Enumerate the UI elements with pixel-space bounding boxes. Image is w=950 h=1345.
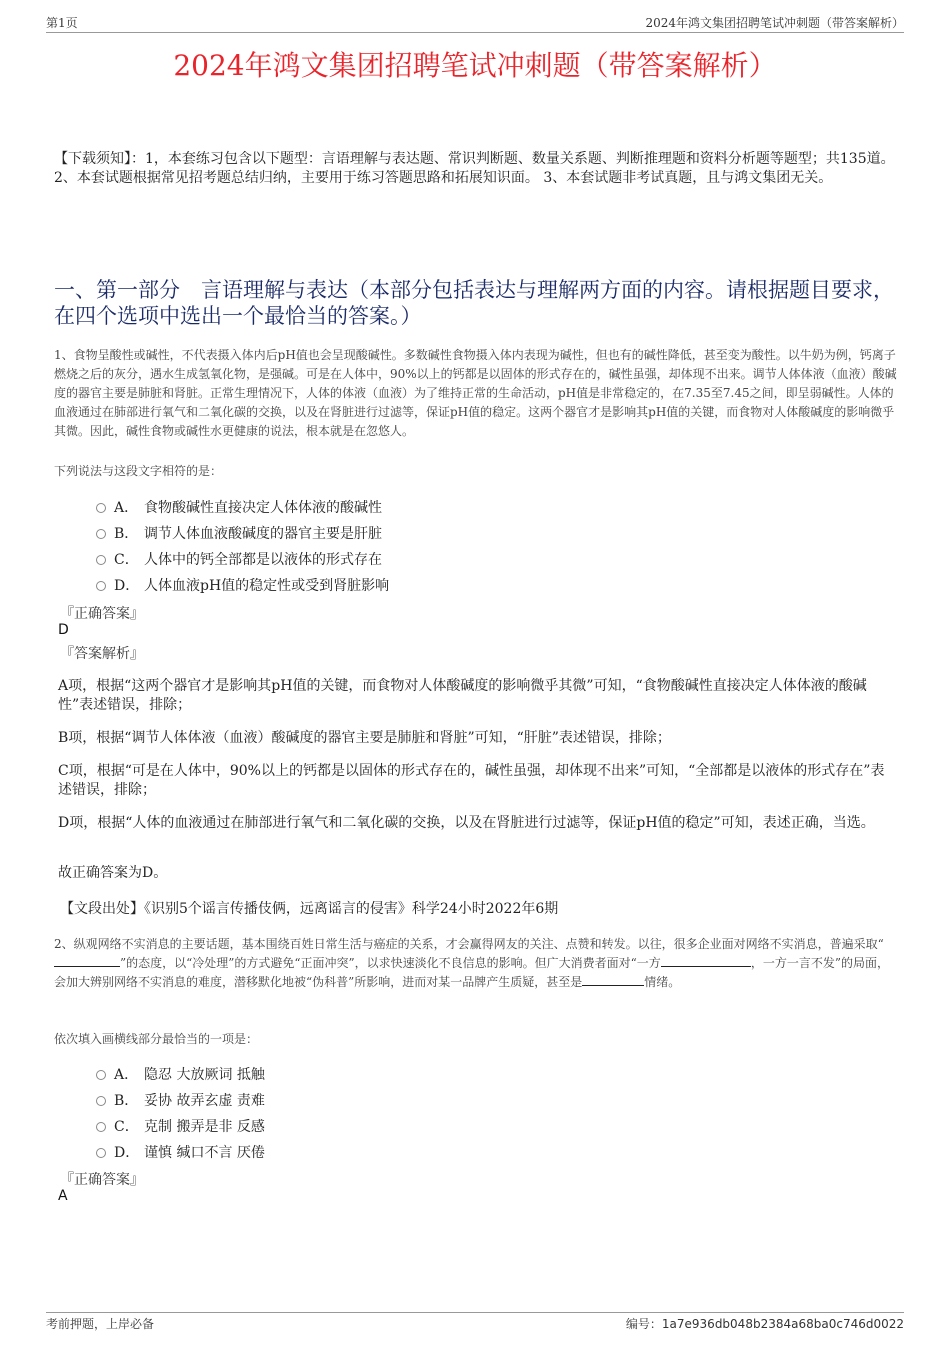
question-1-prompt: 下列说法与这段文字相符的是：: [54, 464, 223, 478]
question-1-option-d[interactable]: D． 人体血液pH值的稳定性或受到肾脏影响: [96, 575, 389, 595]
question-1-option-a[interactable]: A． 食物酸碱性直接决定人体体液的酸碱性: [96, 497, 382, 517]
question-2-option-a[interactable]: A． 隐忍 大放厥词 抵触: [96, 1064, 265, 1084]
question-1-stem: 1、食物呈酸性或碱性，不代表摄入体内后pH值也会呈现酸碱性。多数碱性食物摄入体内表现为碱性，但也有的碱性降低，甚至变为酸性。以牛奶为例，钙离子燃烧之后的灰分，遇水生成氢氧化物，是强碱。可是在人体中，90%以上的钙都是以固体的形式存在的，碱性虽强，却体现不出来。调节人体体液（血液）酸碱度的器官主要是肺脏和肾脏。正常生理情况下，人体的体液（血液）为了维持正常的生命活动，pH值是非常稳定的，在7.35至7.45之间，即呈弱碱性。人体的血液通过在肺部进行氧气和二氧化碳的交换，以及在肾脏进行过滤等，保证pH值的稳定。这两个器官才是影响其pH值的关键，而食物对人体酸碱度的影响微乎其微。因此，碱性食物或碱性水更健康的说法，根本就是在忽悠人。: [54, 348, 897, 438]
answer-blank: [54, 954, 120, 967]
page-title: 2024年鸿文集团招聘笔试冲刺题（带答案解析）: [173, 49, 777, 82]
download-notice: 【下载须知】：1，本套练习包含以下题型：言语理解与表达题、常识判断题、数量关系题、判断推理题和资料分析题等题型；共135道。 2、本套试题根据常见招考题总结归纳，主要用于练习答题思路和拓展知识面。 3、本套试题非考试真题，且与鸿文集团无关。: [54, 151, 895, 186]
footer-serial: 编号：1a7e936db048b2384a68ba0c746d0022: [625, 1317, 904, 1331]
section-heading: 一、第一部分 言语理解与表达（本部分包括表达与理解两方面的内容。请根据题目要求，在四个选项中选出一个最恰当的答案。）: [54, 278, 894, 328]
question-2-option-c[interactable]: C． 克制 搬弄是非 反感: [96, 1116, 265, 1136]
radio-icon[interactable]: [96, 555, 106, 565]
question-2-stem: 2、纵观网络不实消息的主要话题，基本围绕百姓日常生活与癌症的关系，才会赢得网友的关注、点赞和转发。以往，很多企业面对网络不实消息，普遍采取“”的态度，以“冷处理”的方式避免“正面冲突”，以求快速淡化不良信息的影响。但广大消费者面对“一方 ，一方一言不发”的局面，会加大辨别网络不实消息的难度，潜移默化地被“伪科普”所影响，进而对某一品牌产生质疑，甚至是 情绪。: [54, 937, 889, 989]
analysis-paragraph-d: D项，根据“人体的血液通过在肺部进行氧气和二氧化碳的交换，以及在肾脏进行过滤等，保证pH值的稳定”可知，表述正确，当选。: [58, 815, 875, 831]
page-footer: [46, 1312, 904, 1333]
question-1-option-b[interactable]: B． 调节人体血液酸碱度的器官主要是肝脏: [96, 523, 382, 543]
radio-icon[interactable]: [96, 1148, 106, 1158]
radio-icon[interactable]: [96, 1122, 106, 1132]
answer-blank: [661, 954, 751, 967]
answer-label: 『正确答案』: [60, 1172, 144, 1188]
radio-icon[interactable]: [96, 529, 106, 539]
page-header: [46, 14, 904, 33]
radio-icon[interactable]: [96, 581, 106, 591]
analysis-paragraph-a: A项，根据“这两个器官才是影响其pH值的关键，而食物对人体酸碱度的影响微乎其微”可知，“食物酸碱性直接决定人体体液的酸碱性”表述错误，排除；: [58, 678, 867, 713]
question-2-option-b[interactable]: B． 妥协 故弄玄虚 责难: [96, 1090, 265, 1110]
analysis-conclusion: 故正确答案为D。: [58, 865, 168, 881]
correct-answer: D: [58, 622, 69, 638]
correct-answer: A: [58, 1188, 68, 1204]
analysis-paragraph-c: C项，根据“可是在人体中，90%以上的钙都是以固体的形式存在的，碱性虽强，却体现不出来”可知，“全部都是以液体的形式存在”表述错误，排除；: [58, 763, 885, 798]
radio-icon[interactable]: [96, 1096, 106, 1106]
question-2-option-d[interactable]: D． 谨慎 缄口不言 厌倦: [96, 1142, 265, 1162]
question-1-option-c[interactable]: C． 人体中的钙全部都是以液体的形式存在: [96, 549, 382, 569]
radio-icon[interactable]: [96, 503, 106, 513]
page-number: 第1页: [46, 16, 78, 30]
footer-slogan: 考前押题，上岸必备: [46, 1317, 155, 1331]
header-doc-title: 2024年鸿文集团招聘笔试冲刺题（带答案解析）: [645, 16, 904, 30]
analysis-label: 『答案解析』: [60, 646, 144, 662]
radio-icon[interactable]: [96, 1070, 106, 1080]
answer-label: 『正确答案』: [60, 606, 144, 622]
answer-blank: [582, 973, 644, 986]
source-citation: 【文段出处】《识别5个谣言传播伎俩，远离谣言的侵害》科学24小时2022年6期: [60, 901, 559, 917]
question-2-prompt: 依次填入画横线部分最恰当的一项是：: [54, 1032, 259, 1046]
analysis-paragraph-b: B项，根据“调节人体体液（血液）酸碱度的器官主要是肺脏和肾脏”可知，“肝脏”表述错误，排除；: [58, 730, 671, 746]
